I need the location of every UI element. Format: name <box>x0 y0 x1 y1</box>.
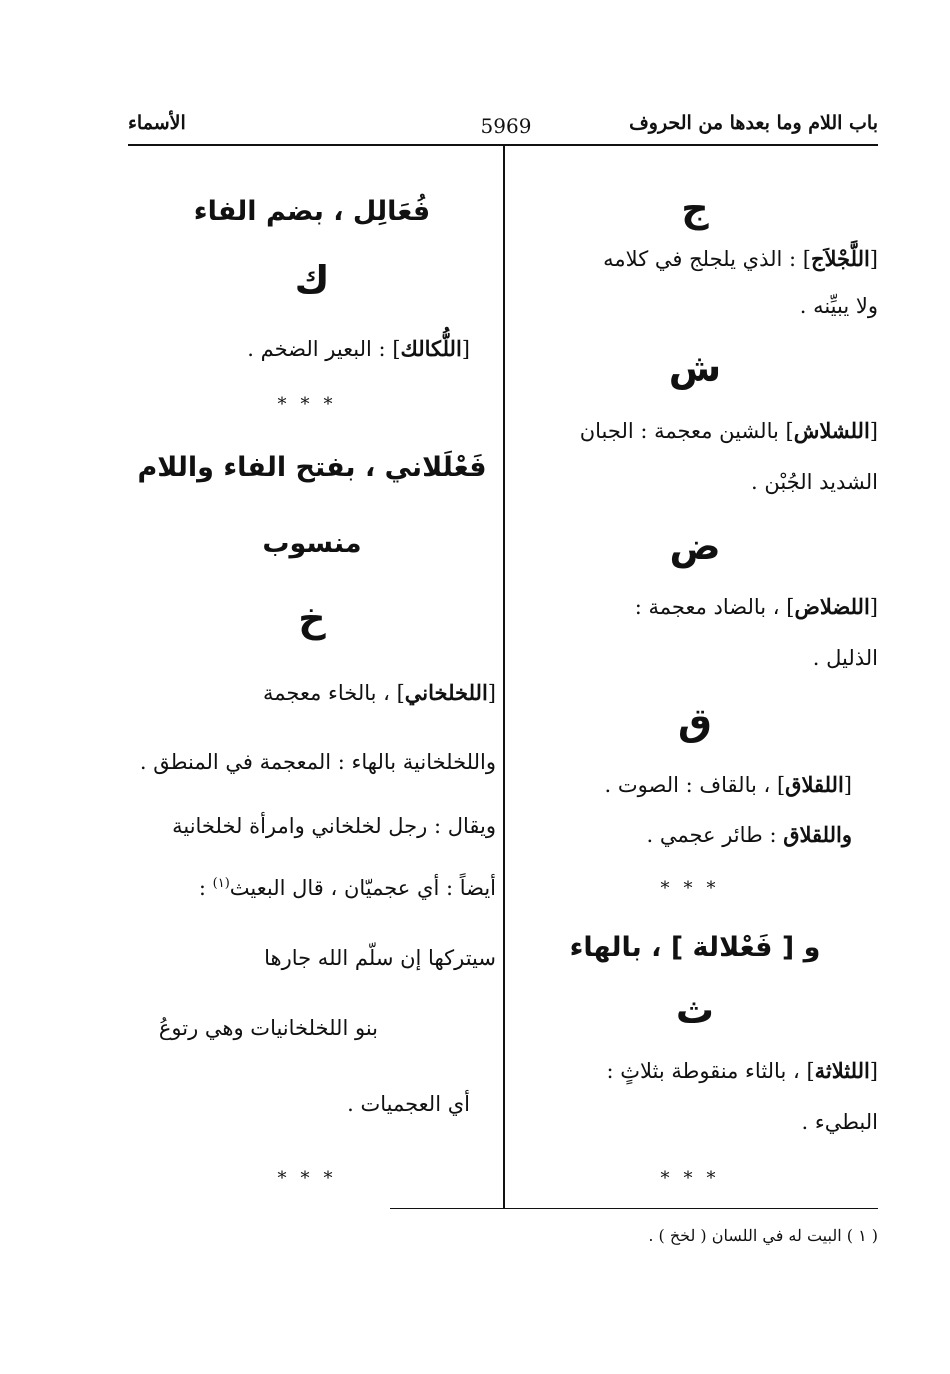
heading-falala: و [ فَعْلالة ] ، بالهاء <box>569 932 821 963</box>
letter-qaf: ق <box>678 700 712 744</box>
entry-lathlatha-def2: البطيء . <box>801 1110 878 1134</box>
entry-lakhlakhani-line3: ويقال : رجل لخلخاني وامرأة لخلخانية <box>172 814 496 838</box>
section-separator-stars: *** <box>660 878 730 899</box>
entry-laqlaq2-term: واللقلاق <box>783 822 852 847</box>
letter-shin: ش <box>668 346 722 390</box>
column-divider <box>503 146 505 1208</box>
letter-tha: ث <box>675 988 715 1032</box>
entry-lathlatha-def1: ، بالثاء منقوطة بثلاثٍ : <box>606 1059 800 1083</box>
entry-laqlaq2-line <box>646 822 852 848</box>
entry-laljlaj-line1: [اللَّجْلاَج] : الذي يلجلج في كلامه <box>603 246 878 271</box>
footnote-reference: (١) <box>212 876 230 891</box>
entry-laljlaj-def2: ولا يبيِّنه . <box>799 294 878 318</box>
entry-lakhlakhani-line2: واللخلخانية بالهاء : المعجمة في المنطق . <box>139 750 496 774</box>
verse-line1: سيتركها إن سلّم الله جارها <box>264 946 496 970</box>
entry-lukalik-def: : البعير الضخم . <box>247 337 386 361</box>
footnote-rule <box>390 1208 878 1209</box>
entry-laddad-def2: الذليل . <box>812 646 878 670</box>
verse-line2: بنو اللخلخانيات وهي رتوعُ <box>158 1016 378 1040</box>
section-separator-stars: *** <box>277 1168 347 1189</box>
letter-kaf: ك <box>294 258 330 302</box>
footnote: ( ١ ) البيت له في اللسان ( لخخ ) . <box>648 1226 878 1245</box>
gloss-line: أي العجميات . <box>347 1092 470 1116</box>
entry-lakhlakhani-def: ، بالخاء معجمة <box>262 681 390 705</box>
entry-laddad-def1: ، بالضاد معجمة : <box>634 595 780 619</box>
entry-laqlaq-line: [اللقلاق] ، بالقاف : الصوت . <box>604 772 852 797</box>
entry-laddad-term: اللضلاض <box>794 594 870 619</box>
entry-laljlaj-def1: : الذي يلجلج في كلامه <box>603 247 797 271</box>
entry-lakhlakhani-line4-text: أيضاً : أي عجميّان ، قال البعيث <box>229 876 496 900</box>
entry-lukalik-term: اللُّكالك <box>400 336 462 361</box>
entry-lathlatha-line1: [اللثلاثة] ، بالثاء منقوطة بثلاثٍ : <box>606 1058 878 1083</box>
entry-laddad-line1: [اللضلاض] ، بالضاد معجمة : <box>634 594 878 619</box>
entry-lakhlakhani-line4 <box>199 876 496 901</box>
section-separator-stars: *** <box>277 394 347 415</box>
entry-laqlaq2-def: : طائر عجمي . <box>646 823 777 847</box>
heading-fualil: فُعَالِل ، بضم الفاء <box>193 196 431 227</box>
entry-lashlash-def2: الشديد الجُبْن . <box>751 470 878 494</box>
entry-lakhlakhani-line4-end: : <box>198 876 206 900</box>
running-head-chapter: باب اللام وما بعدها من الحروف <box>629 112 878 134</box>
entry-lakhlakhani-term: اللخلخاني <box>404 680 488 705</box>
heading-mansub: منسوب <box>262 528 362 559</box>
entry-laljlaj-term: اللَّجْلاَج <box>810 246 870 271</box>
entry-lathlatha-term: اللثلاثة <box>814 1058 870 1083</box>
entry-laqlaq-term: اللقلاق <box>785 772 844 797</box>
running-head-section: الأسماء <box>128 112 186 134</box>
entry-lashlash-term: اللشلاش <box>793 418 870 443</box>
entry-lashlash-line1: [اللشلاش] بالشين معجمة : الجبان <box>579 418 878 443</box>
entry-lukalik-line: [اللُّكالك] : البعير الضخم . <box>247 336 470 361</box>
letter-jim: ج <box>681 186 709 230</box>
heading-falalani: فَعْلَلاني ، بفتح الفاء واللام <box>137 452 487 483</box>
letter-kha: خ <box>298 596 326 640</box>
entry-lakhlakhani-line1: [اللخلخاني] ، بالخاء معجمة <box>262 680 496 705</box>
page-number: 5969 <box>480 114 532 138</box>
entry-laqlaq-def: ، بالقاف : الصوت . <box>604 773 771 797</box>
entry-lashlash-def1: بالشين معجمة : الجبان <box>579 419 779 443</box>
letter-dad: ض <box>669 524 721 568</box>
section-separator-stars: *** <box>660 1168 730 1189</box>
